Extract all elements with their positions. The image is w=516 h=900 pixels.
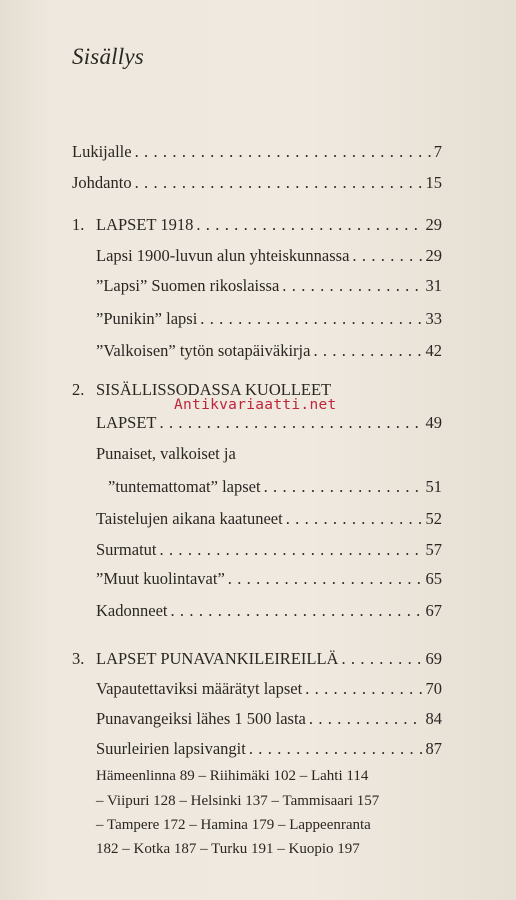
toc-entry-label: Taistelujen aikana kaatuneet: [96, 509, 283, 528]
toc-page-number: 65: [425, 569, 442, 588]
toc-subentry: [0, 598, 516, 624]
leader-dots: [200, 306, 422, 332]
toc-page-number: 52: [425, 509, 442, 528]
toc-entry-label: ”Lapsi” Suomen rikoslaissa: [96, 276, 280, 295]
leader-dots: [160, 537, 423, 563]
leader-dots: [170, 598, 422, 624]
leader-dots: [313, 338, 422, 364]
toc-entry-label: Surmatut: [96, 540, 157, 559]
leader-dots: [286, 506, 423, 532]
camp-list-line: – Tampere 172 – Hamina 179 – Lappeenranta: [96, 817, 371, 833]
leader-dots: [309, 706, 423, 732]
toc-page-number: 15: [425, 173, 442, 192]
toc-page-number: 57: [425, 540, 442, 559]
toc-chapter-2-cont: [0, 410, 516, 436]
chapter-number: 2.: [72, 380, 85, 399]
toc-page-number: 69: [425, 649, 442, 668]
toc-subentry: [0, 306, 516, 332]
page-title: Sisällys: [72, 44, 144, 69]
camp-list-line: Hämeenlinna 89 – Riihimäki 102 – Lahti 114: [96, 768, 369, 784]
toc-subentry: [0, 506, 516, 532]
leader-dots: [135, 139, 431, 165]
toc-subentry: [0, 537, 516, 563]
chapter-title: LAPSET 1918: [96, 215, 194, 234]
leader-dots: [160, 410, 423, 436]
leader-dots: [264, 474, 423, 500]
leader-dots: [135, 170, 423, 196]
toc-page-number: 42: [425, 341, 442, 360]
toc-entry-label: Punaiset, valkoiset ja: [96, 444, 236, 463]
toc-page-number: 7: [433, 142, 442, 161]
chapter-title: LAPSET PUNAVANKILEIREILLÄ: [96, 649, 339, 668]
toc-page-number: 51: [425, 477, 442, 496]
toc-page-number: 29: [425, 215, 442, 234]
chapter-number: 1.: [72, 215, 85, 234]
leader-dots: [249, 736, 423, 762]
toc-entry-label: ”tuntemattomat” lapset: [108, 477, 261, 496]
leader-dots: [352, 243, 422, 269]
toc-page-number: 67: [425, 601, 442, 620]
toc-entry-label: Vapautettaviksi määrätyt lapset: [96, 679, 303, 698]
toc-subentry: [0, 706, 516, 732]
toc-subentry: [0, 736, 516, 762]
leader-dots: [305, 676, 422, 702]
toc-entry-label: ”Punikin” lapsi: [96, 309, 198, 328]
camp-list-line: 182 – Kotka 187 – Turku 191 – Kuopio 197: [96, 841, 360, 857]
chapter-title: SISÄLLISSODASSA KUOLLEET: [96, 380, 332, 399]
toc-entry-label: Lukijalle: [72, 142, 132, 161]
toc-page-number: 29: [425, 246, 442, 265]
toc-entry-johdanto: [0, 170, 516, 196]
toc-page-number: 84: [425, 709, 442, 728]
toc-page-number: 49: [425, 413, 442, 432]
toc-page-number: 87: [425, 739, 442, 758]
toc-entry-label: Lapsi 1900-luvun alun yhteiskunnassa: [96, 246, 350, 265]
toc-entry-label: ”Valkoisen” tytön sotapäiväkirja: [96, 341, 311, 360]
toc-chapter-3: [0, 646, 516, 672]
toc-subentry: [0, 338, 516, 364]
toc-entry-label: Johdanto: [72, 173, 132, 192]
camp-list-line: – Viipuri 128 – Helsinki 137 – Tammisaari 157: [96, 793, 380, 809]
toc-entry-lukijalle: [0, 139, 516, 165]
watermark: Antikvariaatti.net: [174, 397, 337, 413]
chapter-title-cont: LAPSET: [96, 413, 157, 432]
toc-subentry: [0, 243, 516, 269]
toc-subentry-cont: [0, 474, 516, 500]
leader-dots: [282, 273, 422, 299]
toc-entry-label: Suurleirien lapsivangit: [96, 739, 246, 758]
toc-subentry: [0, 566, 516, 592]
toc-subentry: [0, 676, 516, 702]
leader-dots: [228, 566, 423, 592]
toc-entry-label: ”Muut kuolintavat”: [96, 569, 225, 588]
toc-entry-label: Kadonneet: [96, 601, 168, 620]
toc-entry-label: Punavangeiksi lähes 1 500 lasta: [96, 709, 306, 728]
toc-page-number: 33: [425, 309, 442, 328]
chapter-number: 3.: [72, 649, 85, 668]
leader-dots: [341, 646, 422, 672]
leader-dots: [196, 212, 422, 238]
toc-page-number: 31: [425, 276, 442, 295]
toc-page-number: 70: [425, 679, 442, 698]
toc-subentry: [0, 273, 516, 299]
toc-chapter-1: [0, 212, 516, 238]
toc-subentry: [0, 441, 516, 467]
